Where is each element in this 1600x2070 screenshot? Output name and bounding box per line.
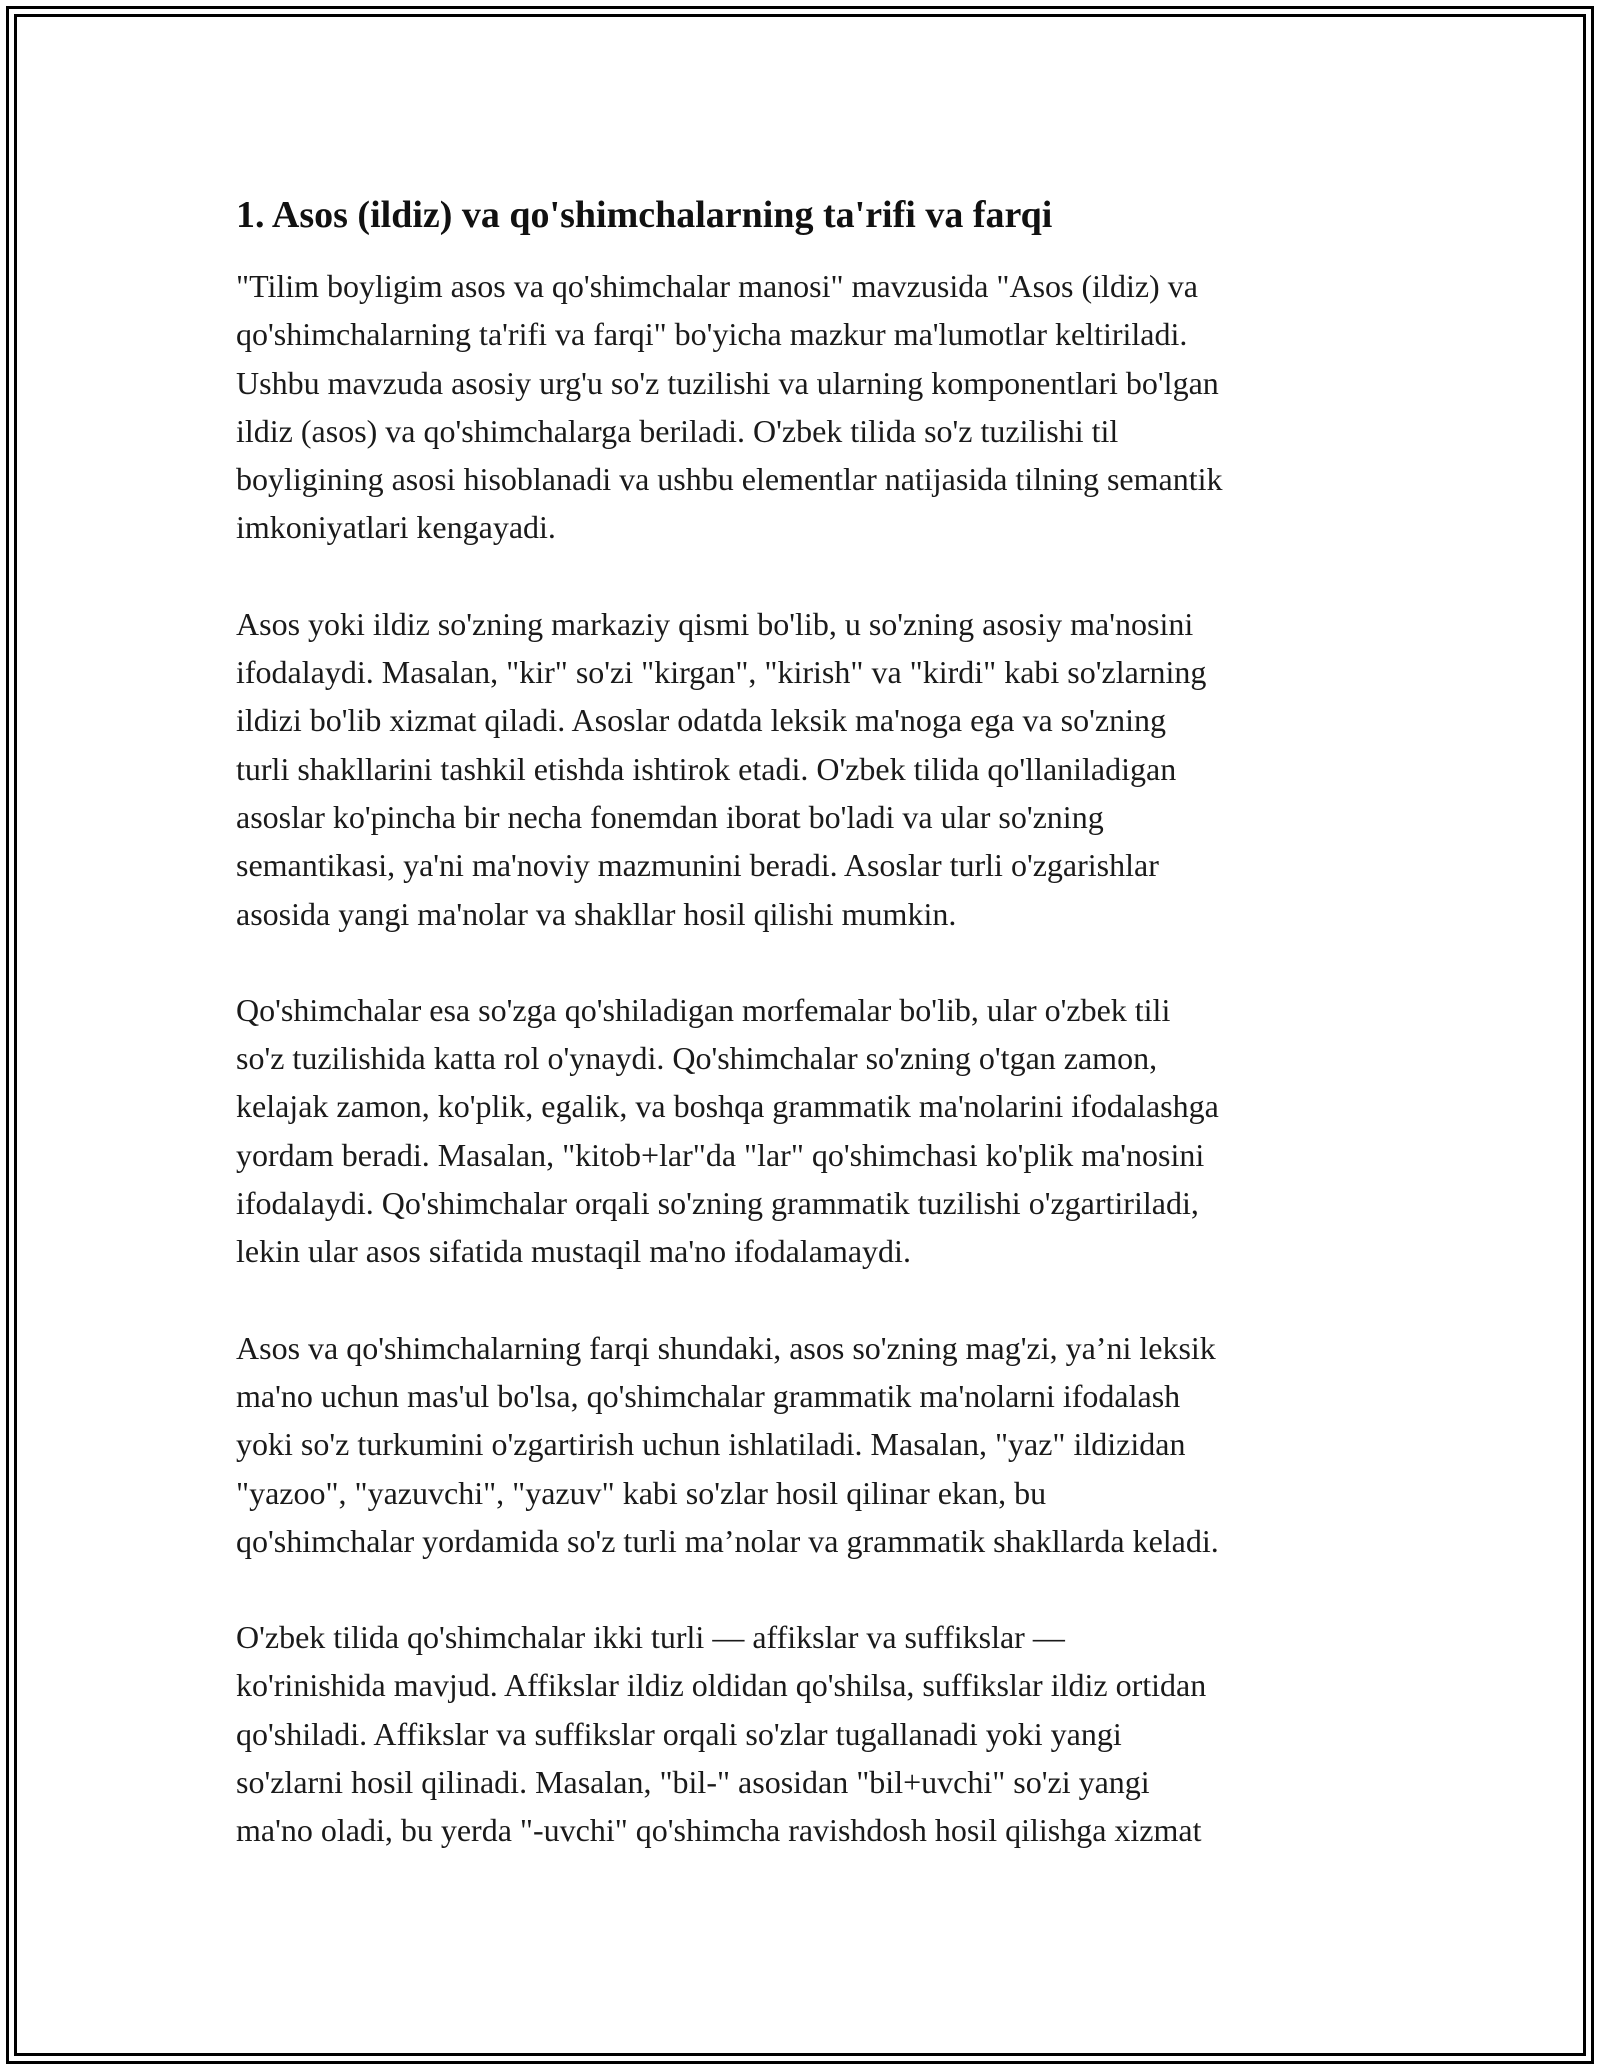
paragraph-difference: Asos va qo'shimchalarning farqi shundaki, asos so'zning mag'zi, ya’ni leksik ma'no uchun mas'ul bo'lsa, qo'shimchalar grammatik ma'nolarni ifodalash yoki so'z turkumini o'zgartirish uchun ishlatiladi. Masalan, "yaz" ildizidan "yazoo", "yazuvchi", "yazuv" kabi so'zlar hosil qilinar ekan, bu qo'shimchalar yordamida so'z turli ma’nolar va grammatik shakllarda keladi. (236, 1329, 1219, 1559)
paragraph-suffix-definition: Qo'shimchalar esa so'zga qo'shiladigan morfemalar bo'lib, ular o'zbek tili so'z tuzilishida katta rol o'ynaydi. Qo'shimchalar so'zning o'tgan zamon, kelajak zamon, ko'plik, egalik, va boshqa grammatik ma'nolarini ifodalashga yordam beradi. Masalan, "kitob+lar"da "lar" qo'shimchasi ko'plik ma'nosini ifodalaydi. Qo'shimchalar orqali so'zning grammatik tuzilishi o'zgartiriladi, lekin ular asos sifatida mustaqil ma'no ifodalamaydi. (236, 991, 1219, 1270)
document-body (236, 190, 1386, 1903)
paragraph-root-definition: Asos yoki ildiz so'zning markaziy qismi bo'lib, u so'zning asosiy ma'nosini ifodalaydi. Masalan, "kir" so'zi "kirgan", "kirish" va "kirdi" kabi so'zlarning ildizi bo'lib xizmat qiladi. Asoslar odatda leksik ma'noga ega va so'zning turli shakllarini tashkil etishda ishtirok etadi. O'zbek tilida qo'llaniladigan asoslar ko'pincha bir necha fonemdan iborat bo'ladi va ular so'zning semantikasi, ya'ni ma'noviy mazmunini beradi. Asoslar turli o'zgarishlar asosida yangi ma'nolar va shakllar hosil qilishi mumkin. (236, 605, 1207, 932)
section-heading: 1. Asos (ildiz) va qo'shimchalarning ta'rifi va farqi (236, 194, 1053, 236)
paragraph-affix-types: O'zbek tilida qo'shimchalar ikki turli — affikslar va suffikslar — ko'rinishida mavjud. Affikslar ildiz oldidan qo'shilsa, suffikslar ildiz ortidan qo'shiladi. Affikslar va suffikslar orqali so'zlar tugallanadi yoki yangi so'zlarni hosil qilinadi. Masalan, "bil-" asosidan "bil+uvchi" so'zi yangi ma'no oladi, bu yerda "-uvchi" qo'shimcha ravishdosh hosil qilishga xizmat (236, 1619, 1207, 1849)
paragraph-intro: "Tilim boyligim asos va qo'shimchalar manosi" mavzusida "Asos (ildiz) va qo'shimchalarning ta'rifi va farqi" bo'yicha mazkur ma'lumotlar keltiriladi. Ushbu mavzuda asosiy urg'u so'z tuzilishi va ularning komponentlari bo'lgan ildiz (asos) va qo'shimchalarga beriladi. O'zbek tilida so'z tuzilishi til boyligining asosi hisoblanadi va ushbu elementlar natijasida tilning semantik imkoniyatlari kengayadi. (236, 268, 1223, 546)
